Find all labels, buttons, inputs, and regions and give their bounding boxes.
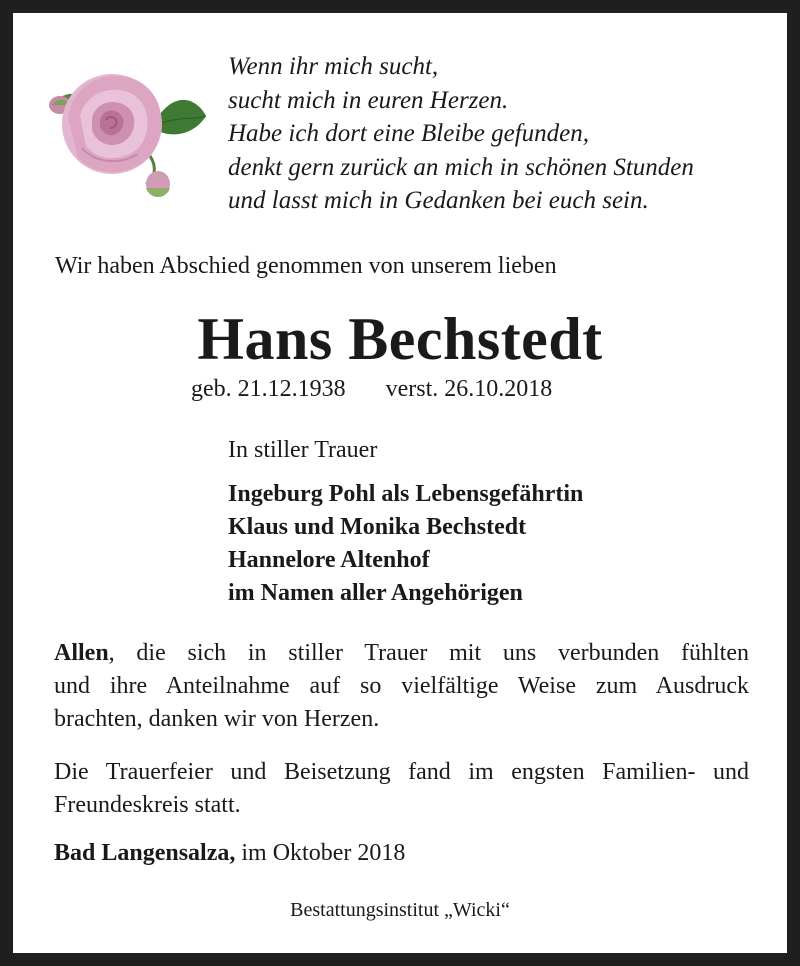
mourners-list: [228, 478, 583, 610]
ceremony-paragraph: Die Trauerfeier und Beisetzung fand im engsten Familien- und Freundeskreis statt.: [54, 759, 749, 818]
deceased-name: Hans Bechstedt: [197, 306, 603, 372]
thanks-line-rest: , die sich in stiller Trauer mit uns verbunden fühlten: [108, 640, 749, 666]
thanks-lead: Allen: [54, 640, 109, 666]
poem-line: denkt gern zurück an mich in schönen Stunden: [228, 153, 694, 181]
place-date-text: im Oktober 2018: [235, 840, 406, 866]
poem-line: Habe ich dort eine Bleibe gefunden,: [228, 120, 589, 147]
mourner: im Namen aller Angehörigen: [228, 580, 523, 606]
life-dates: [191, 376, 552, 403]
rose-image: [46, 58, 214, 206]
thanks-line: und ihre Anteilnahme auf so vielfältige Weise zum Ausdruck: [54, 673, 749, 699]
birth-date: geb. 21.12.1938: [191, 376, 346, 402]
poem-line: und lasst mich in Gedanken bei euch sein.: [228, 187, 649, 214]
thanks-paragraph: [54, 637, 749, 736]
poem: [228, 50, 694, 218]
poem-line: sucht mich in euren Herzen.: [228, 86, 509, 114]
intro-text: Wir haben Abschied genommen von unserem lieben: [55, 253, 557, 279]
poem-line: Wenn ihr mich sucht,: [228, 53, 439, 80]
place-city: Bad Langensalza,: [54, 840, 236, 866]
mourner: Klaus und Monika Bechstedt: [228, 514, 527, 540]
death-date: verst. 26.10.2018: [385, 376, 553, 402]
mourner: Hannelore Altenhof: [228, 547, 430, 573]
thanks-line: [54, 637, 749, 670]
mourning-label: In stiller Trauer: [228, 437, 378, 463]
thanks-line: brachten, danken wir von Herzen.: [54, 706, 380, 732]
place-date: [54, 840, 405, 867]
funeral-home: Bestattungsinstitut „Wicki“: [290, 899, 510, 921]
mourner: Ingeburg Pohl als Lebensgefährtin: [228, 481, 584, 507]
